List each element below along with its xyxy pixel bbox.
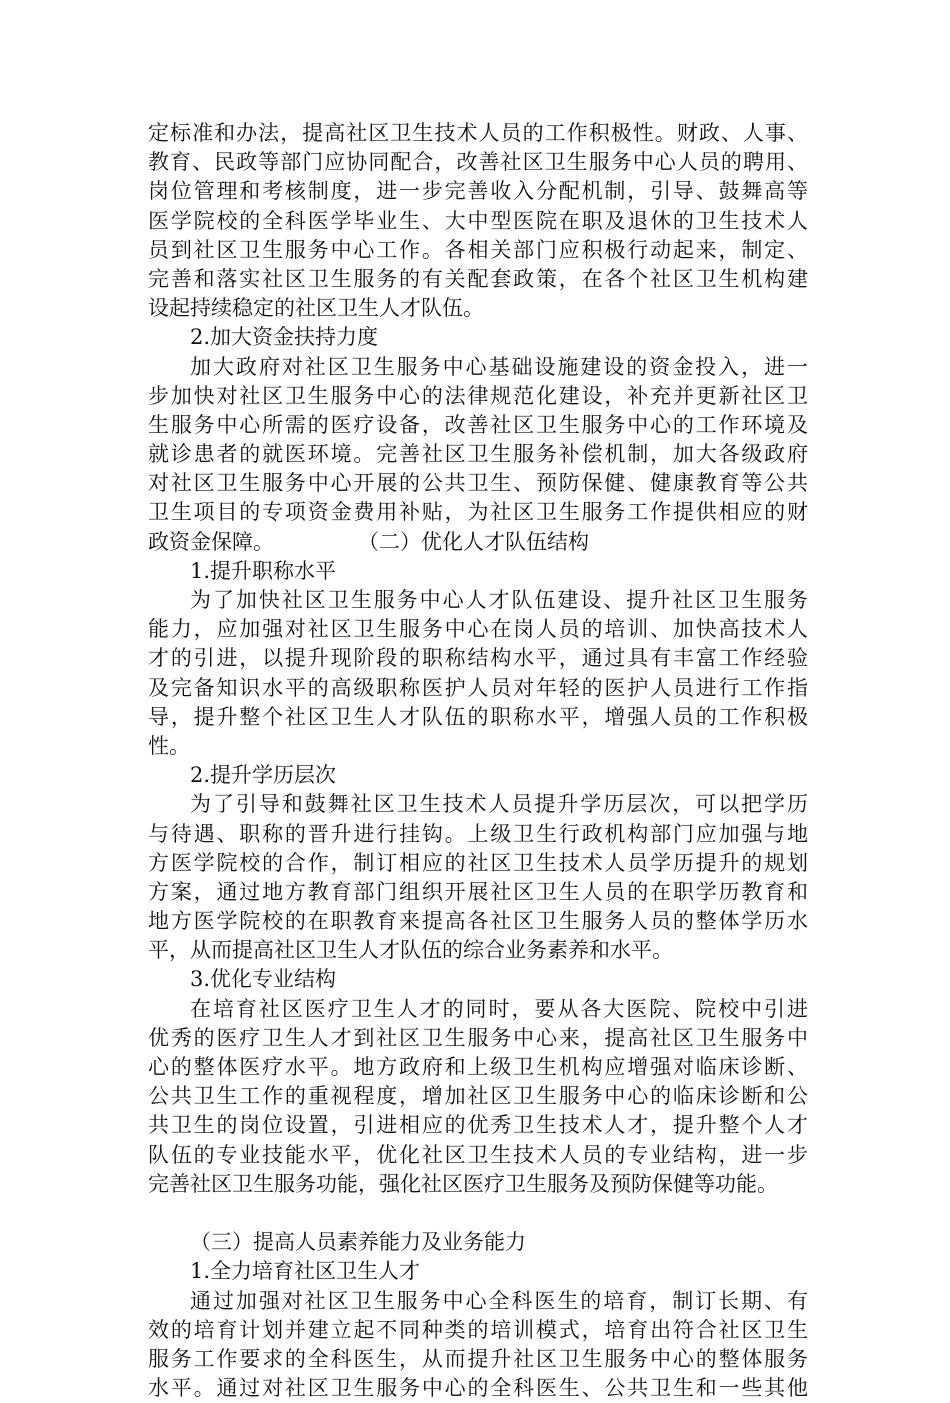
text-line: 心的整体医疗水平。地方政府和上级卫生机构应增强对临床诊断、 [148,1053,808,1082]
text-line: 才的引进，以提升现阶段的职称结构水平，通过具有丰富工作经验 [148,644,808,673]
text-line: 生服务中心所需的医疗设备，改善社区卫生服务中心的工作环境及 [148,411,808,440]
text-line: 公共卫生工作的重视程度，增加社区卫生服务中心的临床诊断和公 [148,1082,808,1111]
section-heading: 3.优化专业结构 [148,965,808,994]
text-line: 为了加快社区卫生服务中心人才队伍建设、提升社区卫生服务 [148,586,808,615]
text-line: 员到社区卫生服务中心工作。各相关部门应积极行动起来，制定、 [148,236,808,265]
paragraph [148,353,808,557]
text-line: 完善和落实社区卫生服务的有关配套政策，在各个社区卫生机构建 [148,265,808,294]
text-line: 对社区卫生服务中心开展的公共卫生、预防保健、健康教育等公共 [148,469,808,498]
paragraph [148,995,808,1199]
text-line: 优秀的医疗卫生人才到社区卫生服务中心来，提高社区卫生服务中 [148,1024,808,1053]
text-line: 共卫生的岗位设置，引进相应的优秀卫生技术人才，提升整个人才 [148,1111,808,1140]
section-heading: 1.全力培育社区卫生人才 [148,1257,808,1286]
text-line: 方案，通过地方教育部门组织开展社区卫生人员的在职学历教育和 [148,878,808,907]
text-line: 服务工作要求的全科医生，从而提升社区卫生服务中心的整体服务 [148,1345,808,1374]
text-line: 在培育社区医疗卫生人才的同时，要从各大医院、院校中引进 [148,995,808,1024]
text-line: 及完备知识水平的高级职称医护人员对年轻的医护人员进行工作指 [148,674,808,703]
text-line: 设起持续稳定的社区卫生人才队伍。 [148,294,808,323]
section-heading: 1.提升职称水平 [148,557,808,586]
paragraph-end-text: 政资金保障。 [148,530,274,554]
text-line: 步加快对社区卫生服务中心的法律规范化建设，补充并更新社区卫 [148,382,808,411]
text-line: 水平。通过对社区卫生服务中心的全科医生、公共卫生和一些其他 [148,1374,808,1403]
text-line: 平，从而提高社区卫生人才队伍的综合业务素养和水平。 [148,936,808,965]
text-line: 为了引导和鼓舞社区卫生技术人员提升学历层次，可以把学历 [148,790,808,819]
section-heading: 2.加大资金扶持力度 [148,323,808,352]
section-heading: （二）优化人才队伍结构 [358,530,589,554]
blank-line [148,1199,808,1228]
text-line [148,528,808,557]
text-line: 队伍的专业技能水平，优化社区卫生技术人员的专业结构，进一步 [148,1141,808,1170]
text-line: 地方医学院校的在职教育来提高各社区卫生服务人员的整体学历水 [148,907,808,936]
text-line: 完善社区卫生服务功能，强化社区医疗卫生服务及预防保健等功能。 [148,1170,808,1199]
text-line: 性。 [148,732,808,761]
document-page [148,119,808,1403]
text-line: 方医学院校的合作，制订相应的社区卫生技术人员学历提升的规划 [148,849,808,878]
text-line: 通过加强对社区卫生服务中心全科医生的培育，制订长期、有 [148,1287,808,1316]
text-line: 卫生项目的专项资金费用补贴，为社区卫生服务工作提供相应的财 [148,498,808,527]
section-heading: 2.提升学历层次 [148,761,808,790]
text-line: 效的培育计划并建立起不同种类的培训模式，培育出符合社区卫生 [148,1316,808,1345]
text-line: 教育、民政等部门应协同配合，改善社区卫生服务中心人员的聘用、 [148,148,808,177]
section-heading: （三）提高人员素养能力及业务能力 [148,1228,808,1257]
text-line: 导，提升整个社区卫生人才队伍的职称水平，增强人员的工作积极 [148,703,808,732]
text-line: 与待遇、职称的晋升进行挂钩。上级卫生行政机构部门应加强与地 [148,820,808,849]
paragraph [148,1287,808,1403]
paragraph [148,790,808,965]
paragraph [148,586,808,761]
text-line: 加大政府对社区卫生服务中心基础设施建设的资金投入，进一 [148,353,808,382]
paragraph [148,119,808,323]
text-line: 就诊患者的就医环境。完善社区卫生服务补偿机制，加大各级政府 [148,440,808,469]
text-line: 定标准和办法，提高社区卫生技术人员的工作积极性。财政、人事、 [148,119,808,148]
text-line: 岗位管理和考核制度，进一步完善收入分配机制，引导、鼓舞高等 [148,177,808,206]
text-line: 能力，应加强对社区卫生服务中心在岗人员的培训、加快高技术人 [148,615,808,644]
text-line: 医学院校的全科医学毕业生、大中型医院在职及退休的卫生技术人 [148,207,808,236]
